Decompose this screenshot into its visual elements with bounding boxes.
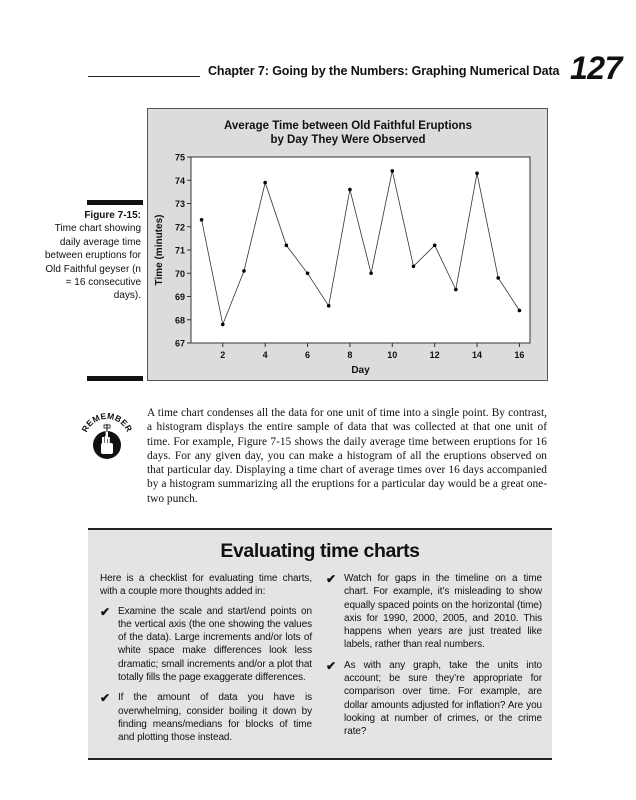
y-tick-label: 72 [174, 222, 185, 233]
x-axis-label: Day [351, 365, 370, 376]
data-point [348, 188, 352, 192]
data-point [285, 244, 289, 248]
data-point [263, 181, 267, 185]
data-point [242, 269, 246, 273]
x-tick-label: 6 [305, 350, 311, 360]
check-icon: ✔ [100, 691, 110, 706]
data-point [390, 169, 394, 173]
checklist-item-text: As with any graph, take the units into account; be sure they’re appropriate for comparison over time. For example, are dollar amounts adjusted for inflation? Are you looking at number of crimes, or the crime rate? [344, 659, 542, 738]
running-head: Chapter 7: Going by the Numbers: Graphing Numerical Data [208, 64, 560, 78]
remember-icon-label: REMEMBER [79, 410, 135, 434]
figure-caption-top-bar [87, 200, 143, 205]
y-tick-label: 73 [174, 199, 185, 209]
figure-caption [40, 209, 141, 303]
x-tick-label: 4 [262, 350, 268, 360]
x-tick-label: 16 [514, 350, 525, 360]
y-tick-label: 71 [174, 245, 185, 256]
checklist-item-text: Examine the scale and start/end points on the vertical axis (the one showing the values of the data). Large increments and/or lots of white space make differences look less dramatic; small increments and/or a plot that totally fills the page exaggerate differences. [118, 605, 312, 684]
chart-subtitle: by Day They Were Observed [270, 134, 426, 146]
data-point [412, 264, 416, 268]
y-tick-label: 75 [174, 152, 185, 163]
figure-caption-text: Time chart showing daily average time between eruptions for Old Faithful geyser (n = 16 consecutive days). [44, 223, 141, 302]
data-point [221, 323, 225, 327]
sidebar-title: Evaluating time charts [220, 540, 420, 562]
y-tick-label: 70 [174, 268, 185, 279]
data-point [433, 244, 437, 248]
data-point [454, 288, 458, 292]
sidebar-right-column [326, 572, 542, 746]
check-icon: ✔ [100, 604, 110, 619]
checklist-item [100, 691, 312, 744]
checklist-item-text: Watch for gaps in the timeline on a time chart. For example, it’s misleading to show equally spaced points on the horizontal (time) axis for 1990, 2000, 2005, and 2010. This happens when years are just treated like labels, rather than real numbers. [344, 573, 542, 651]
sidebar-box [88, 528, 552, 760]
check-icon: ✔ [326, 658, 336, 673]
data-point [496, 276, 500, 280]
y-tick-label: 67 [174, 338, 185, 349]
sidebar-intro: Here is a checklist for evaluating time charts, with a couple more thoughts added in: [100, 573, 312, 598]
sidebar-left-column [100, 572, 312, 752]
chart-title: Average Time between Old Faithful Eruptions [224, 120, 472, 132]
remember-paragraph: A time chart condenses all the data for one unit of time into a single point. By contrast, a histogram displays the entire sample of data that was collected at that one unit of time. For example, Figure 7-15 shows the daily average time between eruptions for 16 days. For any given day, you can make a histogram of all the eruptions observed on that particular day. Displaying a time chart of average times over 16 days accompanied by a histogram summarizing all the eruptions for a particular day would be a great one-two punch. [147, 407, 547, 505]
x-tick-label: 2 [220, 350, 226, 360]
chart-panel [147, 108, 548, 381]
checklist-item [326, 572, 542, 652]
header-rule [88, 76, 200, 77]
x-tick-label: 10 [387, 350, 398, 360]
time-chart [148, 109, 549, 382]
y-tick-label: 69 [174, 292, 185, 302]
data-point [369, 271, 373, 275]
y-axis-label: Time (minutes) [154, 214, 165, 286]
data-point [306, 271, 310, 275]
y-tick-label: 68 [174, 315, 185, 326]
y-tick-label: 74 [174, 175, 185, 186]
remember-icon [78, 408, 136, 466]
data-point [518, 309, 522, 313]
checklist-item-text: If the amount of data you have is overwhelming, consider boiling it down by finding means/medians for blocks of time and plotting those instead. [118, 692, 312, 744]
data-point [475, 171, 479, 175]
x-tick-label: 14 [472, 350, 483, 360]
x-tick-label: 8 [347, 350, 353, 360]
x-tick-label: 12 [429, 350, 440, 360]
figure-caption-bottom-bar [87, 376, 143, 381]
page-number: 127 [570, 50, 622, 86]
check-icon: ✔ [326, 572, 336, 586]
data-point [200, 218, 204, 222]
checklist-item [326, 659, 542, 739]
checklist-item [100, 605, 312, 685]
data-point [327, 304, 331, 308]
figure-label: Figure 7-15: [84, 210, 141, 221]
